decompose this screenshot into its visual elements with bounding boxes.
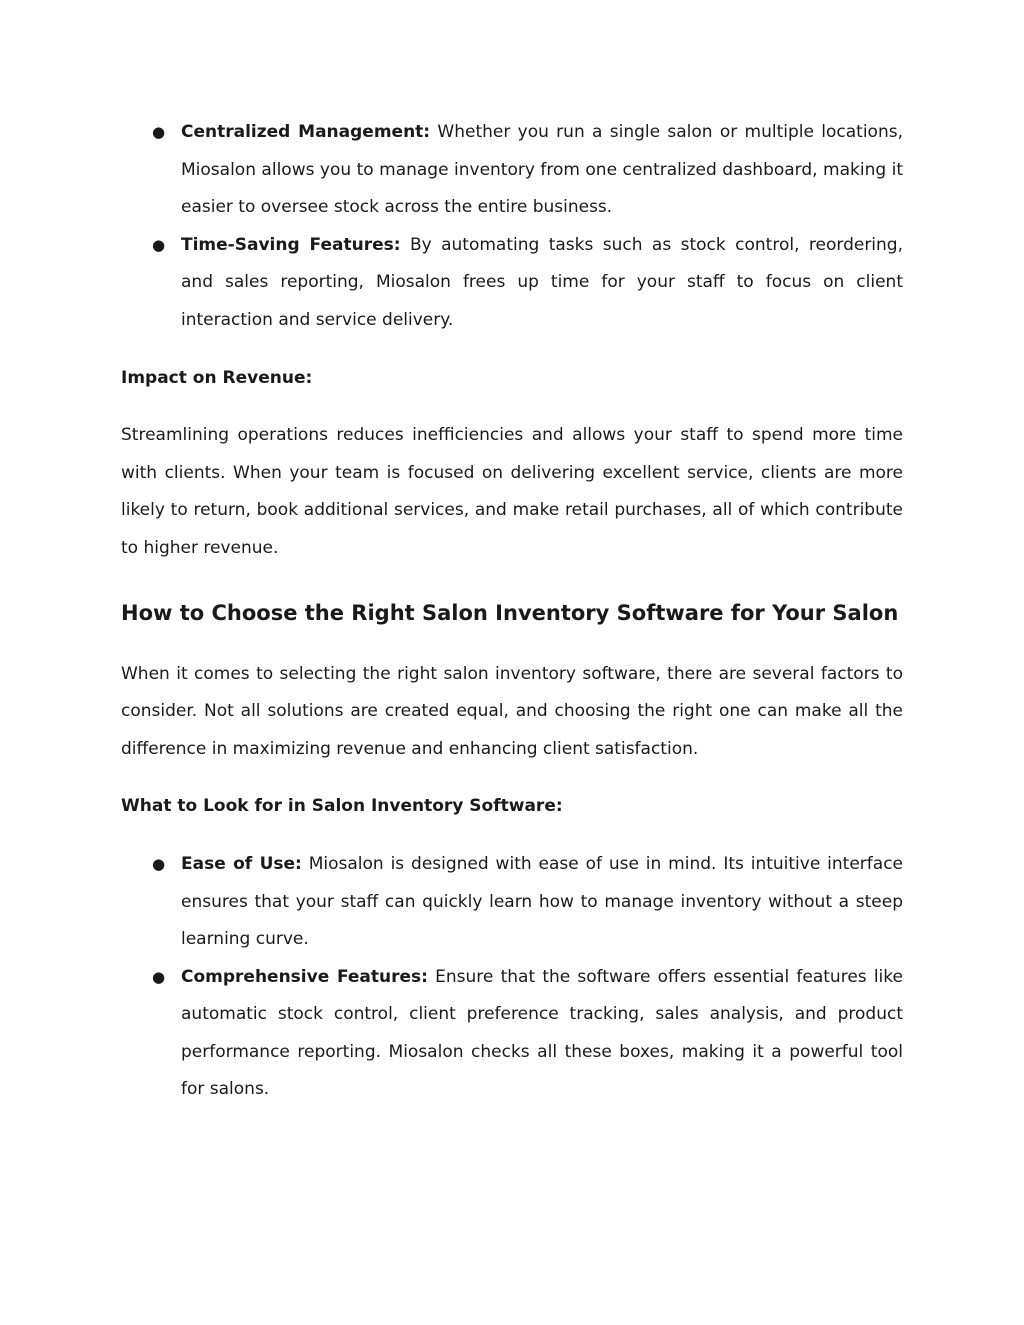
bullet-icon: ●	[152, 123, 166, 141]
impact-paragraph: Streamlining operations reduces inefficiencies and allows your staff to spend more time with clients. When your team is focused on delivering excellent service, clients are more likely to return, book additional services, and make retail purchases, all of which contribute to higher revenue.	[121, 425, 903, 558]
section-heading: How to Choose the Right Salon Inventory Software for Your Salon	[121, 600, 899, 625]
impact-heading: Impact on Revenue:	[121, 367, 313, 388]
look-for-heading: What to Look for in Salon Inventory Software:	[121, 796, 563, 817]
list-item-term: Ease of Use:	[181, 853, 302, 874]
document-page	[121, 114, 903, 1109]
list-item	[121, 959, 903, 1109]
list-item-description: Miosalon is designed with ease of use in mind. Its intuitive interface ensures that your staff can quickly learn how to manage inventory without a steep learning curve.	[181, 853, 903, 950]
list-item-term: Time-Saving Features:	[181, 234, 401, 255]
criteria-list	[121, 846, 903, 1109]
list-item	[121, 227, 903, 340]
list-item-term: Comprehensive Features:	[181, 966, 428, 987]
bullet-icon: ●	[152, 235, 166, 254]
feature-list	[121, 114, 903, 340]
list-item-term: Centralized Management:	[181, 122, 431, 142]
bullet-icon: ●	[152, 967, 166, 986]
list-item-description: Ensure that the software offers essential features like automatic stock control, client preference tracking, sales analysis, and product performance reporting. Miosalon checks all these boxes, making it a powerful tool for salons.	[181, 966, 903, 1100]
list-item	[121, 114, 903, 227]
list-item	[121, 846, 903, 959]
list-item-description: Whether you run a single salon or multiple locations, Miosalon allows you to manage inventory from one centralized dashboard, making it easier to oversee stock across the entire business.	[181, 122, 903, 218]
section-paragraph: When it comes to selecting the right salon inventory software, there are several factors to consider. Not all solutions are created equal, and choosing the right one can make all the difference in maximizing revenue and enhancing client satisfaction.	[121, 663, 903, 759]
list-item-description: By automating tasks such as stock control, reordering, and sales reporting, Miosalon frees up time for your staff to focus on client interaction and service delivery.	[181, 234, 903, 330]
bullet-icon: ●	[152, 854, 166, 873]
